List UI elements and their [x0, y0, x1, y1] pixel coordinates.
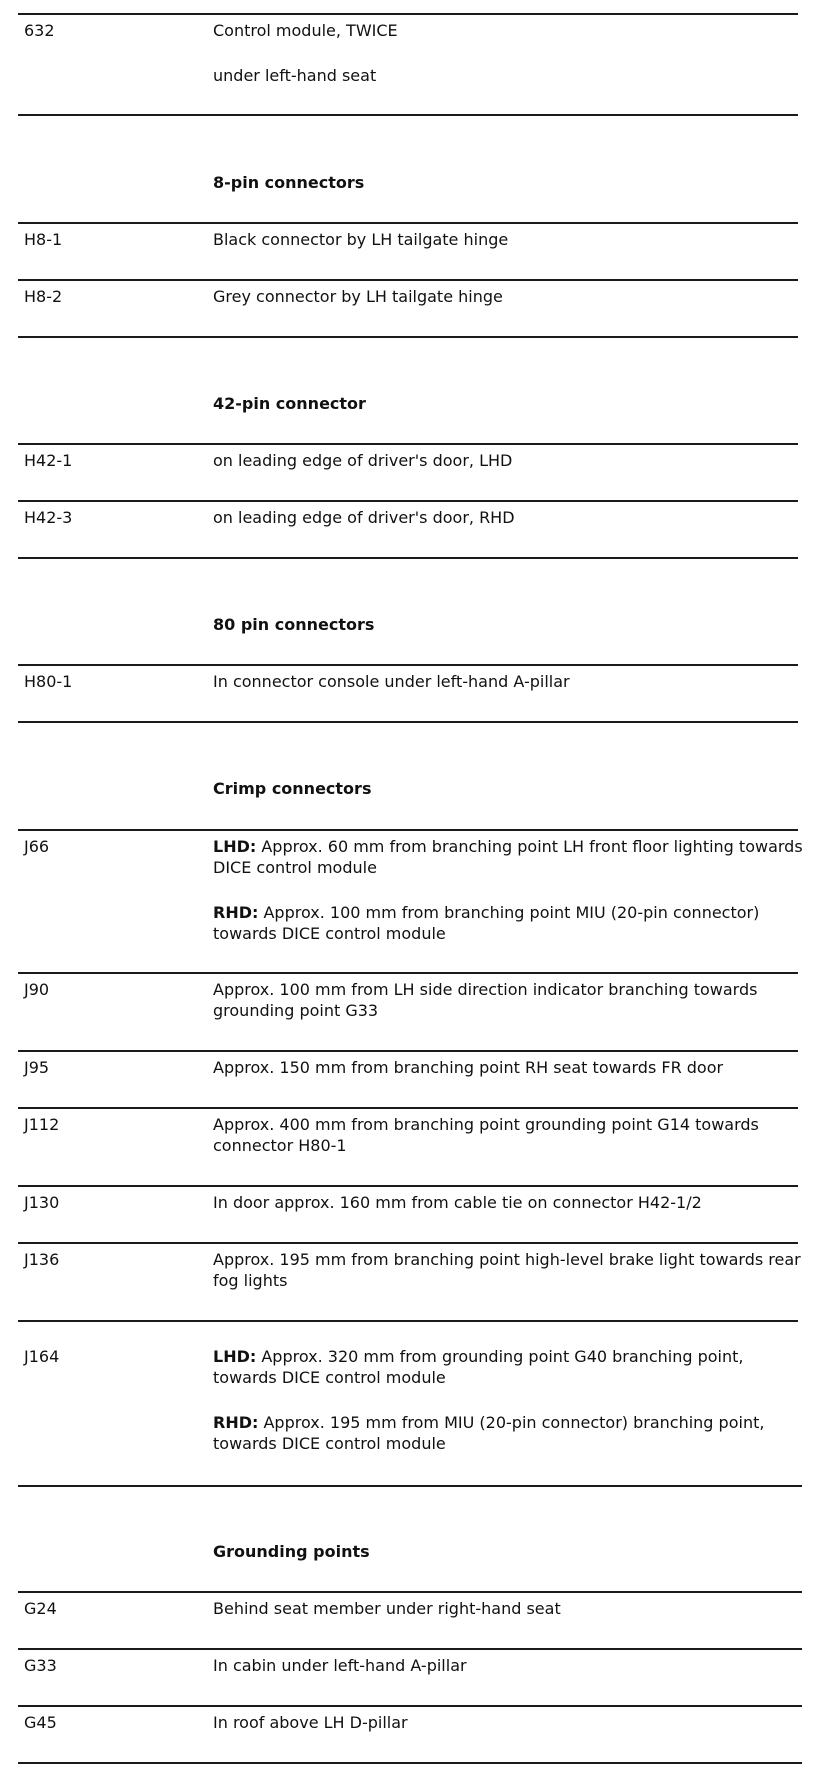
part-code: H42-3: [24, 508, 73, 527]
rhd-text: Approx. 195 mm from MIU (20-pin connector) branching point, towards DICE control module: [213, 1413, 765, 1453]
section-heading: 80 pin connectors: [213, 615, 375, 634]
row-divider: [18, 222, 798, 224]
row-divider: [18, 443, 798, 445]
row-divider: [18, 1762, 802, 1764]
row-divider: [18, 1705, 802, 1707]
part-description: In connector console under left-hand A-pillar: [213, 672, 570, 691]
part-description: Approx. 400 mm from branching point grounding point G14 towards connector H80-1: [213, 1115, 759, 1155]
part-code: 632: [24, 21, 55, 40]
row-divider: [18, 1185, 798, 1187]
part-description: Approx. 195 mm from branching point high-level brake light towards rear fog lights: [213, 1250, 801, 1290]
part-description-rhd: [213, 1412, 803, 1454]
part-description: In roof above LH D-pillar: [213, 1713, 408, 1732]
row-divider: [18, 972, 798, 974]
rhd-label: RHD:: [213, 1413, 259, 1432]
part-code: J112: [24, 1115, 60, 1134]
part-code: H8-1: [24, 230, 63, 249]
part-code: J130: [24, 1193, 60, 1212]
part-code: J164: [24, 1347, 60, 1366]
section-heading: Grounding points: [213, 1542, 370, 1561]
part-code: J95: [24, 1058, 50, 1077]
row-divider: [18, 279, 798, 281]
part-description: Approx. 100 mm from LH side direction indicator branching towards grounding point G33: [213, 980, 758, 1020]
part-description: Control module, TWICE: [213, 21, 398, 40]
row-divider: [18, 1050, 798, 1052]
part-description: Grey connector by LH tailgate hinge: [213, 287, 503, 306]
part-code: H8-2: [24, 287, 63, 306]
part-description-lhd: [213, 836, 803, 878]
part-code: G24: [24, 1599, 57, 1618]
row-divider: [18, 114, 798, 116]
part-description: Behind seat member under right-hand seat: [213, 1599, 561, 1618]
section-heading: 42-pin connector: [213, 394, 366, 413]
lhd-label: LHD:: [213, 837, 257, 856]
part-code: G33: [24, 1656, 57, 1675]
row-divider: [18, 1242, 798, 1244]
row-divider: [18, 336, 798, 338]
rhd-text: Approx. 100 mm from branching point MIU (20-pin connector) towards DICE control module: [213, 903, 760, 943]
row-divider: [18, 721, 798, 723]
row-divider: [18, 1320, 798, 1322]
part-code: J66: [24, 837, 50, 856]
part-description: Approx. 150 mm from branching point RH seat towards FR door: [213, 1058, 724, 1077]
row-divider: [18, 1648, 802, 1650]
row-divider: [18, 557, 798, 559]
lhd-label: LHD:: [213, 1347, 257, 1366]
row-divider: [18, 829, 798, 831]
part-description-lhd: [213, 1346, 803, 1388]
part-code: J90: [24, 980, 50, 999]
part-description: on leading edge of driver's door, RHD: [213, 508, 515, 527]
row-divider: [18, 664, 798, 666]
row-divider: [18, 1591, 802, 1593]
part-description: under left-hand seat: [213, 66, 377, 85]
lhd-text: Approx. 60 mm from branching point LH front floor lighting towards DICE control module: [213, 837, 803, 877]
row-divider: [18, 1485, 802, 1487]
section-heading: Crimp connectors: [213, 779, 372, 798]
part-description: In door approx. 160 mm from cable tie on connector H42-1/2: [213, 1193, 702, 1212]
row-divider: [18, 500, 798, 502]
part-description-rhd: [213, 902, 803, 944]
part-code: J136: [24, 1250, 60, 1269]
part-description: In cabin under left-hand A-pillar: [213, 1656, 467, 1675]
part-code: H80-1: [24, 672, 73, 691]
section-heading: 8-pin connectors: [213, 173, 365, 192]
lhd-text: Approx. 320 mm from grounding point G40 branching point, towards DICE control module: [213, 1347, 744, 1387]
part-description: on leading edge of driver's door, LHD: [213, 451, 513, 470]
rhd-label: RHD:: [213, 903, 259, 922]
row-divider: [18, 1107, 798, 1109]
part-code: H42-1: [24, 451, 73, 470]
part-description: Black connector by LH tailgate hinge: [213, 230, 509, 249]
part-code: G45: [24, 1713, 57, 1732]
row-divider: [18, 13, 798, 15]
